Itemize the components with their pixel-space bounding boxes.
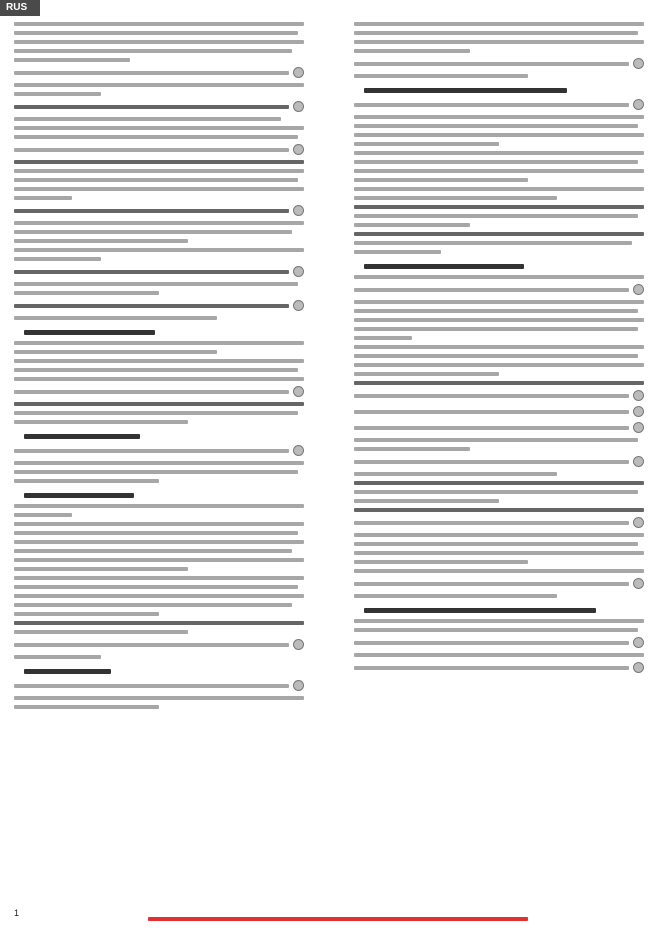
section-heading [364, 608, 596, 613]
power-icon [293, 445, 304, 456]
paragraph [354, 345, 644, 376]
knob-icon [633, 517, 644, 528]
left-column [14, 22, 304, 714]
paragraph [354, 205, 644, 227]
knob-icon [633, 422, 644, 433]
section-heading [364, 264, 524, 269]
paragraph [354, 481, 644, 503]
paragraph [14, 639, 304, 659]
paragraph [14, 359, 304, 424]
section-heading [24, 434, 140, 439]
paragraph [14, 576, 304, 616]
page-number: 1 [14, 908, 20, 918]
paragraph [14, 621, 304, 634]
mode-icon [293, 144, 304, 155]
timer-icon [633, 406, 644, 417]
paragraph [354, 422, 644, 451]
knob-icon [633, 662, 644, 673]
language-tag: RUS [0, 0, 40, 16]
paragraph [14, 445, 304, 483]
paragraph [14, 101, 304, 121]
paragraph [14, 522, 304, 571]
section-heading [24, 493, 134, 498]
knob-icon [293, 680, 304, 691]
paragraph [14, 504, 304, 517]
timer-icon [293, 266, 304, 277]
paragraph [14, 680, 304, 709]
knob-icon [633, 284, 644, 295]
knob-icon [633, 58, 644, 69]
mode-icon [633, 456, 644, 467]
paragraph [354, 151, 644, 182]
knob-icon [293, 67, 304, 78]
paragraph [14, 266, 304, 295]
knob-icon [633, 390, 644, 401]
paragraph [354, 619, 644, 673]
paragraph [354, 381, 644, 417]
paragraph [14, 300, 304, 320]
section-heading [24, 669, 111, 674]
paragraph [354, 318, 644, 340]
paragraph [354, 508, 644, 564]
paragraph [354, 22, 644, 53]
knob-icon [293, 386, 304, 397]
paragraph [354, 275, 644, 313]
paragraph [14, 22, 304, 62]
paragraph [14, 205, 304, 243]
clock-icon [293, 101, 304, 112]
paragraph [354, 99, 644, 146]
knob-icon [633, 578, 644, 589]
paragraph [14, 341, 304, 354]
paragraph [354, 187, 644, 200]
paragraph [354, 456, 644, 476]
paragraph [354, 58, 644, 78]
knob-icon [633, 99, 644, 110]
paragraph [354, 232, 644, 254]
paragraph [14, 126, 304, 155]
timer-icon [633, 637, 644, 648]
section-heading [364, 88, 567, 93]
settings-icon [293, 205, 304, 216]
paragraph [14, 160, 304, 200]
knob-icon [293, 639, 304, 650]
right-column [354, 22, 644, 678]
footer-bar [148, 917, 528, 921]
paragraph [14, 248, 304, 261]
timer-icon [293, 300, 304, 311]
paragraph [354, 569, 644, 598]
section-heading [24, 330, 155, 335]
paragraph [14, 67, 304, 96]
